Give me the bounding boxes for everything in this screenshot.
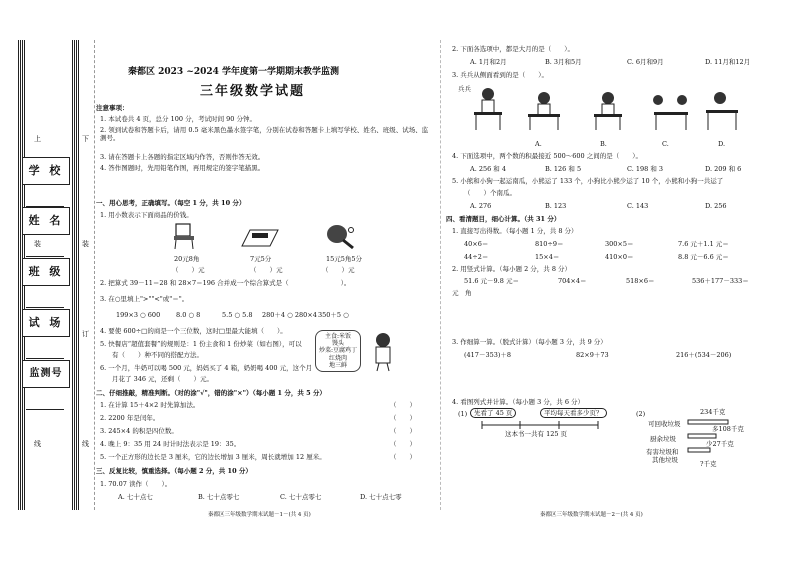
chef-icon — [368, 330, 398, 372]
observer-label: 兵兵 — [458, 85, 471, 93]
name-label: 姓 名 — [22, 207, 70, 235]
calc-item: 7.6 元＋1.1 元＝ — [678, 240, 729, 248]
price-chair: 20元8角 — [174, 255, 200, 263]
option[interactable]: D. — [718, 140, 726, 148]
side-char: 上 — [34, 135, 41, 143]
option[interactable]: D. 256 — [705, 202, 727, 210]
s4-p3: 3. 作细算一算。（脱式计算）（每小题 3 分，共 9 分） — [452, 338, 607, 346]
s3-q1: 1. 70.07 读作（ ）。 — [100, 480, 172, 488]
class-label: 班 级 — [22, 258, 70, 286]
side-char: 装 — [82, 240, 89, 248]
judge-item: 1. 在计算 15＋4×2 时先算加法。 — [100, 401, 200, 409]
side-view-pictures — [458, 84, 748, 142]
comparison-bars — [686, 414, 736, 460]
option[interactable]: C. 七十点零七 — [280, 493, 322, 501]
option[interactable]: C. — [662, 140, 669, 148]
s3-q5b: （ ）个南瓜。 — [464, 189, 516, 197]
side-char: 下 — [82, 135, 89, 143]
speech-bubble: 先看了 45 页 — [470, 408, 516, 418]
speech-bubble: 平均每天看多少页？ — [540, 408, 607, 418]
compare-item[interactable]: 5.5 ○ 5.8 — [222, 311, 253, 319]
exam-room-field[interactable] — [26, 342, 64, 359]
vertical-calc: 51.6 元－9.8 元＝ — [464, 277, 519, 285]
cut-line — [94, 40, 95, 510]
s4-p4: 4. 看图列式并计算。（每小题 3 分，共 6 分） — [452, 398, 585, 406]
menu-line: 地三鲜 — [328, 361, 347, 369]
option-c-picture — [653, 95, 688, 130]
menu-line: 馒头 — [331, 340, 344, 348]
class-field[interactable] — [26, 291, 64, 308]
judge-blank[interactable]: （ ） — [390, 401, 416, 409]
school-label: 学 校 — [22, 157, 70, 185]
notes-heading: 注意事项： — [96, 104, 129, 112]
s1-q4: 4. 要使 600÷□的商是一个三位数，这时□里最大能填（ ）。 — [100, 327, 287, 335]
option[interactable]: B. 123 — [545, 202, 567, 210]
side-char: 线 — [34, 440, 41, 448]
page-footer-right: 秦都区三年级数学期末试题－2－(共 4 页) — [540, 512, 643, 518]
category-label: 其他垃圾 — [652, 456, 678, 464]
chair-icon — [170, 222, 200, 250]
category-label: 可回收垃圾 — [648, 420, 681, 428]
option[interactable]: D. 七十点七零 — [360, 493, 402, 501]
section2-heading: 二、仔细推敲，精准判断。（对的涂"√"，错的涂"×"）（每小题 1 分，共 5 分） — [96, 389, 326, 397]
segment-bar — [480, 420, 600, 430]
p4a-label: (1) — [458, 410, 468, 418]
vertical-calc: 536＋177－333＝ — [692, 277, 749, 285]
s1-q6a: 6. 一个月，牛奶可以喝 500 元，妈妈买了 4 箱，奶奶喝 400 元，这个月 — [100, 364, 313, 372]
category-label: 有害垃圾和 — [646, 448, 679, 456]
menu-line: 红烧肉 — [328, 354, 347, 362]
judge-blank[interactable]: （ ） — [390, 414, 416, 422]
exam-subtitle: 三年级数学试题 — [200, 84, 306, 99]
weight-label: 234千克 — [700, 408, 726, 416]
judge-blank[interactable]: （ ） — [390, 453, 416, 461]
calc-item: 15×4＝ — [535, 253, 560, 261]
page-divider — [440, 40, 441, 510]
book-icon — [240, 228, 280, 250]
s3-q3: 3. 兵兵从侧面看到的是（ ）。 — [452, 71, 549, 79]
mixed-calc: 216＋(534－206) — [676, 351, 732, 359]
option[interactable]: B. 七十点零七 — [198, 493, 240, 501]
calc-item: 44÷2＝ — [464, 253, 489, 261]
calc-item: 810÷9＝ — [535, 240, 564, 248]
option[interactable]: A. 256 和 4 — [470, 165, 507, 173]
exam-title: 秦都区 2023 ~2024 学年度第一学期期末教学监测 — [128, 67, 340, 77]
menu-line: 主食:米饭 — [324, 333, 352, 340]
s1-q6b: 月花了 346 元，还剩（ ）元。 — [112, 375, 214, 383]
weight-label: 多108千克 — [712, 425, 744, 433]
judge-item: 5. 一个正方形的边长是 3 厘米，它的边长增加 3 厘米，周长就增加 12 厘米。 — [100, 453, 326, 461]
answer-blank[interactable]: （ ）元 — [322, 266, 355, 274]
combo-menu — [315, 330, 361, 372]
calc-item: 410×0＝ — [605, 253, 634, 261]
option[interactable]: A. 1月和2月 — [470, 58, 507, 66]
compare-item[interactable]: 280＋4 ○ 280×4 — [262, 311, 317, 319]
option[interactable]: A. — [535, 140, 542, 148]
units-label: 元 角 — [452, 289, 472, 297]
menu-line: 炒菜:豆腐鸡丁 — [318, 347, 358, 355]
vertical-calc: 518×6＝ — [626, 277, 655, 285]
option[interactable]: A. 七十点七 — [118, 493, 153, 501]
option[interactable]: B. — [600, 140, 607, 148]
weight-label: ?千克 — [700, 460, 717, 468]
judge-item: 4. 晚上 9：35 用 24 时计时法表示是 19：35。 — [100, 440, 241, 448]
section4-heading: 四、看清题目，细心计算。（共 31 分） — [446, 215, 561, 223]
exam-number-field[interactable] — [26, 393, 64, 410]
mixed-calc: 82×9＋73 — [576, 351, 609, 359]
s1-q5b: 有（ ）种不同的搭配方法。 — [112, 351, 203, 359]
compare-item[interactable]: 199×3 ○ 600 — [116, 311, 161, 319]
binding-stripe-right — [72, 40, 80, 510]
name-field[interactable] — [26, 240, 64, 257]
mixed-calc: (417－353)＋8 — [464, 351, 512, 359]
exam-number-label: 监测号 — [22, 360, 70, 388]
calc-item: 8.8 元－6.6 元＝ — [678, 253, 729, 261]
option[interactable]: A. 276 — [470, 202, 492, 210]
scene-main — [474, 88, 502, 130]
judge-item: 2. 2200 年是闰年。 — [100, 414, 160, 422]
compare-item[interactable]: 350＋5 ○ — [318, 311, 349, 319]
option-a-picture — [528, 92, 560, 130]
category-label: 厨余垃圾 — [650, 435, 676, 443]
school-field[interactable] — [26, 190, 64, 207]
vertical-calc: 704×4＝ — [558, 277, 587, 285]
side-char: 订 — [82, 330, 89, 338]
price-book: 7元5分 — [250, 255, 272, 263]
side-char: 装 — [34, 240, 41, 248]
page-footer-left: 秦都区三年级数学期末试题－1－(共 4 页) — [208, 512, 311, 518]
option[interactable]: D. 11月和12月 — [705, 58, 751, 66]
answer-blank[interactable]: （ ）元 — [172, 266, 205, 274]
s1-q1: 1. 用小数表示下面商品的价钱。 — [100, 211, 193, 219]
compare-item[interactable]: 8.0 ○ 8 — [176, 311, 201, 319]
note-item: 4. 答作图题时，先用铅笔作图，再用规定的签字笔描黑。 — [100, 164, 265, 172]
s4-p2: 2. 用竖式计算。（每小题 2 分，共 8 分） — [452, 265, 572, 273]
judge-blank[interactable]: （ ） — [390, 427, 416, 435]
section3-heading: 三、反复比较，慎重选择。（每小题 2 分，共 10 分） — [96, 467, 252, 475]
option-b-picture — [594, 92, 622, 130]
calc-item: 300×5＝ — [605, 240, 634, 248]
s1-q3: 3. 在○里填上">""<"或"＝"。 — [100, 295, 189, 303]
option[interactable]: C. 143 — [627, 202, 649, 210]
option[interactable]: C. 198 和 3 — [627, 165, 664, 173]
option[interactable]: B. 3月和5月 — [545, 58, 582, 66]
s3-q2: 2. 下面各选项中，都是大月的是（ ）。 — [452, 45, 575, 53]
racket-icon — [325, 222, 357, 250]
s1-q5a: 5. 快餐店“超值套餐”的规则是：1 份主食和 1 份炒菜（如右图），可以 — [100, 340, 302, 348]
weight-label: 少27千克 — [706, 440, 734, 448]
answer-blank[interactable]: （ ）元 — [250, 266, 283, 274]
side-char: 线 — [82, 440, 89, 448]
s1-q2: 2. 把算式 39－11＝28 和 28×7＝196 合并成一个综合算式是（ ）。 — [100, 279, 351, 287]
s3-q5a: 5. 小熊和小狗一起运南瓜，小熊运了 133 个，小狗比小熊少运了 10 个，小熊和小狗一共运了 — [452, 177, 724, 185]
s4-p1: 1. 直接写出得数。（每小题 1 分，共 8 分） — [452, 227, 578, 235]
exam-room-label: 试 场 — [22, 309, 70, 337]
s3-q4: 4. 下面选项中，两个数的积最接近 500～600 之间的是（ ）。 — [452, 152, 642, 160]
section1-heading: 一、用心思考，正确填写。（每空 1 分，共 10 分） — [96, 199, 246, 207]
option[interactable]: D. 209 和 6 — [705, 165, 742, 173]
judge-blank[interactable]: （ ） — [390, 440, 416, 448]
p4b-label: (2) — [636, 410, 646, 418]
option[interactable]: C. 6月和9月 — [627, 58, 664, 66]
judge-item: 3. 245×4 的积是四位数。 — [100, 427, 178, 435]
option-d-picture — [706, 92, 738, 130]
price-racket: 15元5角5分 — [326, 255, 363, 263]
note-item: 1. 本试卷共 4 页，总分 100 分，考试时间 90 分钟。 — [100, 115, 256, 123]
book-total-label: 这本书一共有 125 页 — [505, 430, 568, 438]
note-item: 3. 请在答题卡上各题的指定区域内作答，否则作答无效。 — [100, 153, 265, 161]
option[interactable]: B. 126 和 5 — [545, 165, 582, 173]
calc-item: 40×6＝ — [464, 240, 489, 248]
note-item: 2. 领到试卷和答题卡后，请用 0.5 毫米黑色墨水签字笔，分别在试卷和答题卡上填写学校、姓名、班级、试场、监测号。 — [100, 126, 429, 143]
